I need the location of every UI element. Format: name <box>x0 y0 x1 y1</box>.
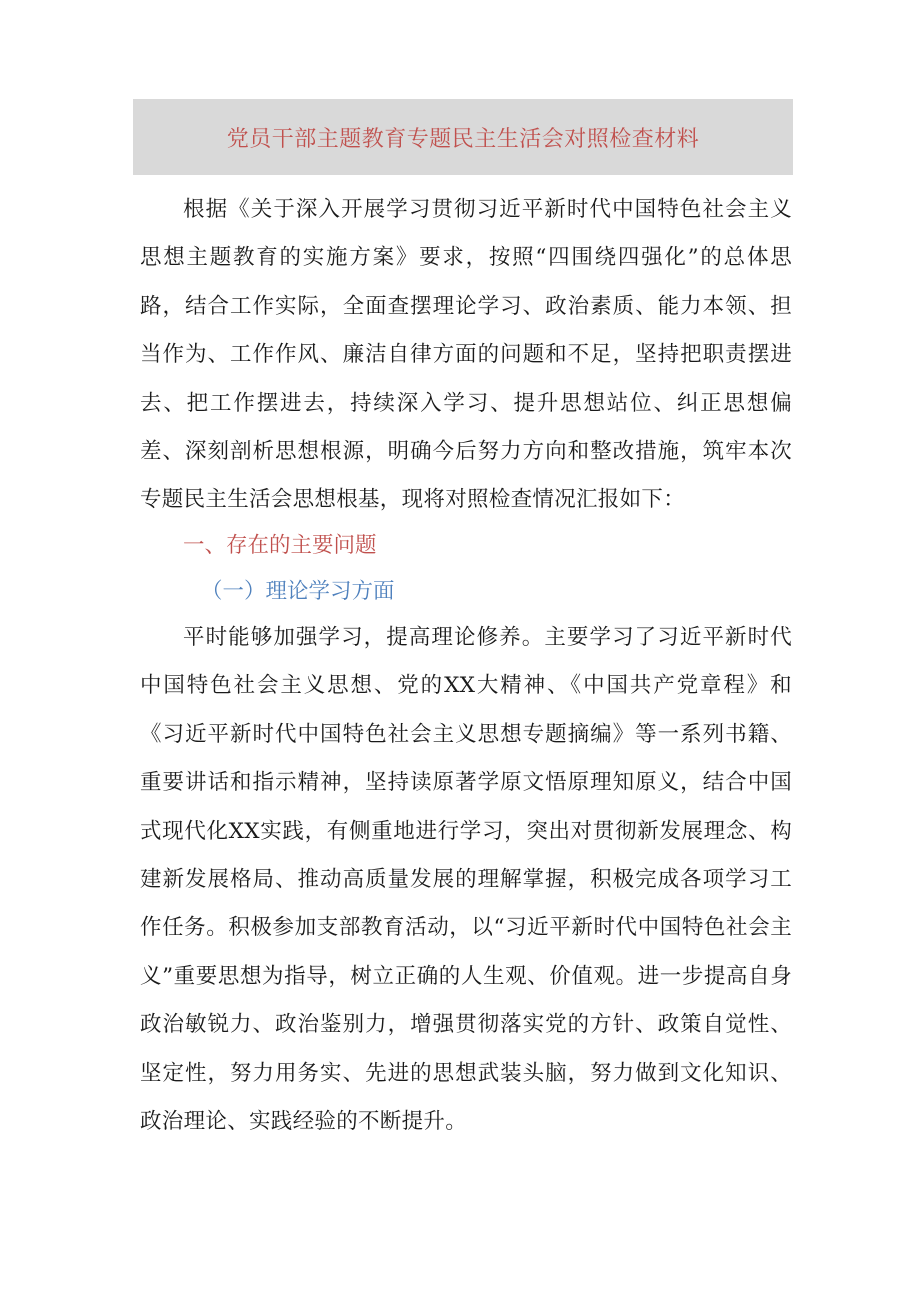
title-banner <box>133 99 793 175</box>
document-title: 党员干部主题教育专题民主生活会对照检查材料 <box>226 126 700 152</box>
subsection-heading-theory-study: （一）理论学习方面 <box>201 579 395 604</box>
section-heading-main-problems: 一、存在的主要问题 <box>183 533 377 558</box>
intro-paragraph: 根据《关于深入开展学习贯彻习近平新时代中国特色社会主义思想主题教育的实施方案》要求，按照“四围绕四强化”的总体思路，结合工作实际，全面查摆理论学习、政治素质、能力本领、担当作为、工作作风、廉洁自律方面的问题和不足，坚持把职责摆进去、把工作摆进去，持续深入学习、提升思想站位、纠正思想偏差、深刻剖析思想根源，明确今后努力方向和整改措施，筑牢本次专题民主生活会思想根基，现将对照检查情况汇报如下： <box>140 197 792 513</box>
theory-study-paragraph: 平时能够加强学习，提高理论修养。主要学习了习近平新时代中国特色社会主义思想、党的XX大精神、《中国共产党章程》和《习近平新时代中国特色社会主义思想专题摘编》等一系列书籍、重要讲话和指示精神，坚持读原著学原文悟原理知原义，结合中国式现代化XX实践，有侧重地进行学习，突出对贯彻新发展理念、构建新发展格局、推动高质量发展的理解掌握，积极完成各项学习工作任务。积极参加支部教育活动，以“习近平新时代中国特色社会主义”重要思想为指导，树立正确的人生观、价值观。进一步提高自身政治敏锐力、政治鉴别力，增强贯彻落实党的方针、政策自觉性、坚定性，努力用务实、先进的思想武装头脑，努力做到文化知识、政治理论、实践经验的不断提升。 <box>140 625 792 1135</box>
